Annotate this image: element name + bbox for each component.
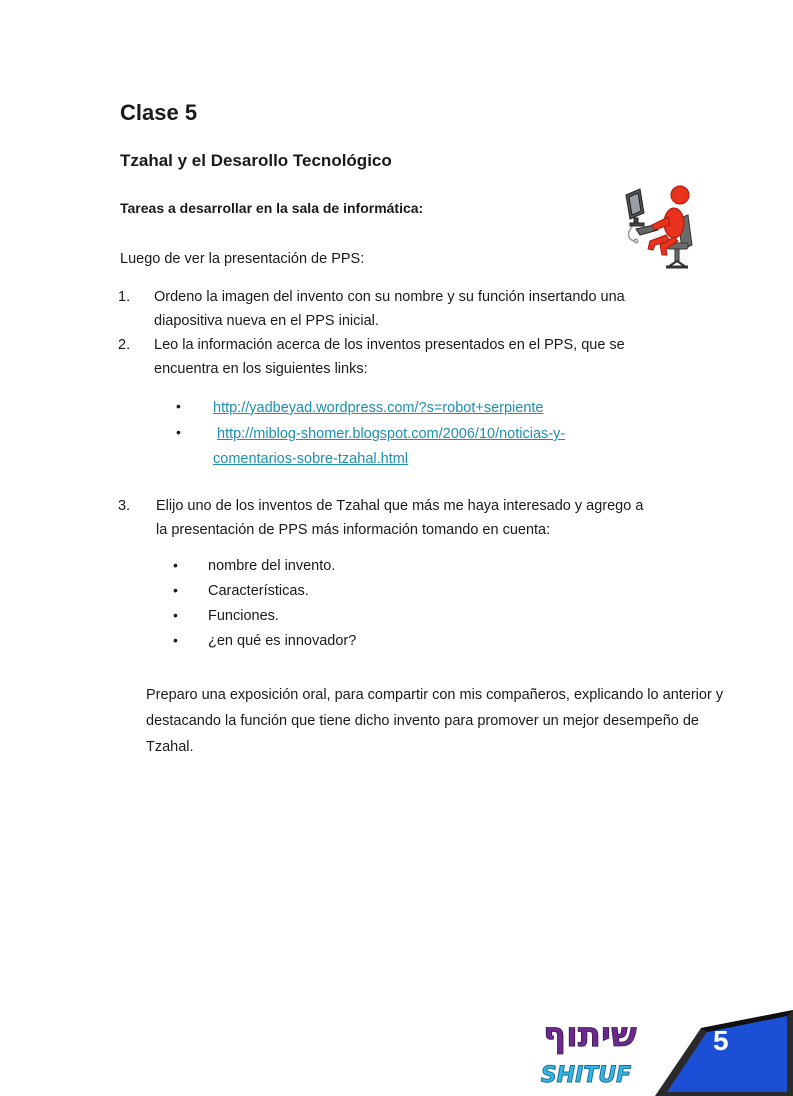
item-number: 2. [118,337,131,353]
criteria-item: Características. [208,583,309,599]
bullet-icon: • [173,557,178,573]
item-3-text: Elijo uno de los inventos de Tzahal que más me haya interesado y agrego a la presentación de PPS más información tomando en cuenta: [156,498,644,538]
bullet-icon: • [176,398,181,414]
svg-text:שיתוף: שיתוף [543,1015,637,1055]
bullet-icon: • [176,424,181,440]
shituf-logo [540,1010,642,1090]
svg-text:SHITUF: SHITUF [540,1063,632,1088]
page-number: 5 [713,1025,729,1056]
page-subtitle: Tzahal y el Desarollo Tecnológico [120,151,392,170]
criteria-item: Funciones. [208,608,279,624]
item-number: 3. [118,498,131,514]
criteria-item: ¿en qué es innovador? [208,633,357,649]
item-number: 1. [118,289,131,305]
criteria-item: nombre del invento. [208,558,336,574]
link-yadbeyad[interactable]: http://yadbeyad.wordpress.com/?s=robot+serpiente [213,400,544,416]
intro-text: Luego de ver la presentación de PPS: [120,251,365,267]
link-miblog[interactable]: http://miblog-shomer.blogspot.com/2006/10/noticias-y- comentarios-sobre-tzahal.html [213,426,566,467]
tasks-heading: Tareas a desarrollar en la sala de informática: [120,200,424,216]
bullet-icon: • [173,607,178,623]
item-1-text: Ordeno la imagen del invento con su nombre y su función insertando una diapositiva nueva en el PPS inicial. [154,289,625,329]
bullet-icon: • [173,582,178,598]
bullet-icon: • [173,632,178,648]
page-title: Clase 5 [120,100,198,125]
person-at-computer-icon [622,183,696,271]
item-2-text: Leo la información acerca de los inventos presentados en el PPS, que se encuentra en los siguientes links: [154,337,625,377]
closing-paragraph: Preparo una exposición oral, para compartir con mis compañeros, explicando lo anterior y destacando la función que tiene dicho invento para promover un mejor desempeño de Tzahal. [146,687,724,755]
